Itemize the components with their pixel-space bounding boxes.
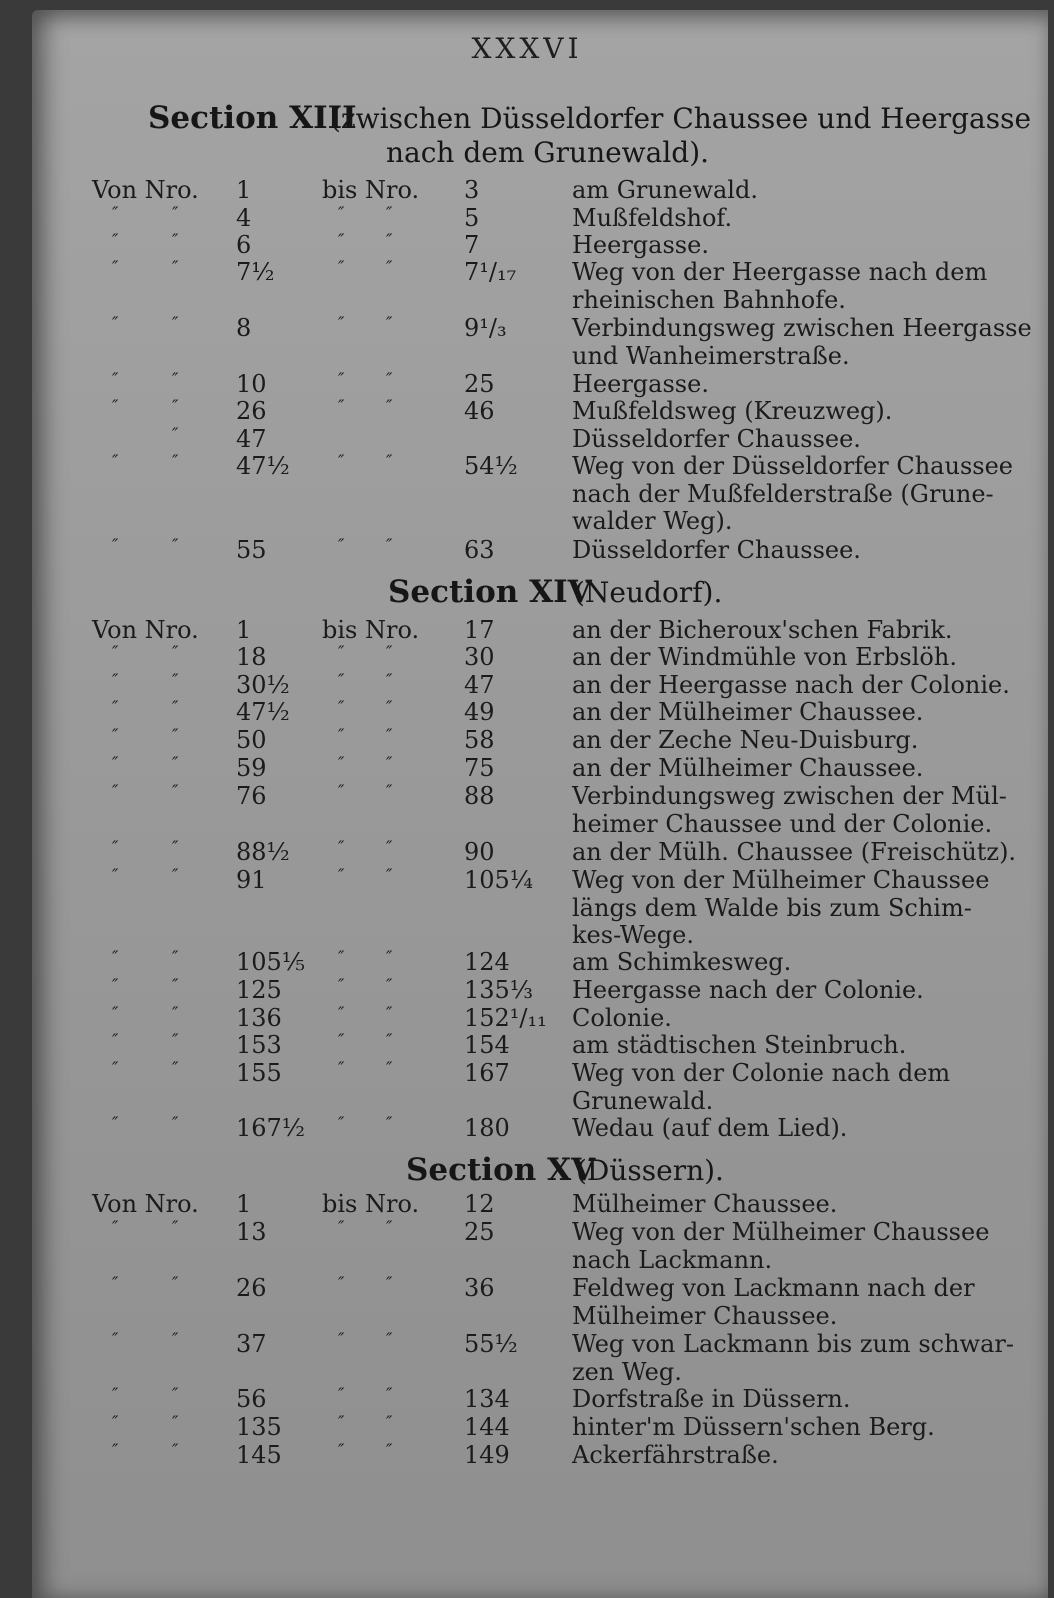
ditto-mark: ″ [386, 1413, 393, 1433]
ditto-mark: ″ [172, 1031, 179, 1051]
ditto-mark: ″ [338, 1441, 345, 1461]
number-to: 30 [464, 643, 495, 671]
street-description-cont: rheinischen Bahnhofe. [572, 285, 846, 314]
street-description: an der Mülheimer Chaussee. [572, 754, 924, 782]
ditto-mark: ″ [172, 1330, 179, 1350]
ditto-mark: ″ [112, 1004, 119, 1024]
ditto-mark: ″ [338, 204, 345, 224]
number-to: 12 [464, 1190, 495, 1218]
number-to: 49 [464, 698, 495, 726]
register-row [0, 536, 1054, 564]
ditto-mark: ″ [338, 258, 345, 278]
row-mid: bis Nro. [322, 1190, 420, 1218]
number-to: 5 [464, 204, 480, 232]
number-to: 90 [464, 838, 495, 866]
street-description: Dorfstraße in Düssern. [572, 1385, 851, 1413]
register-row [0, 782, 1054, 810]
ditto-mark: ″ [112, 866, 119, 886]
ditto-mark: ″ [338, 536, 345, 556]
ditto-mark: ″ [338, 231, 345, 251]
ditto-mark: ″ [172, 452, 179, 472]
number-to: 167 [464, 1059, 510, 1087]
ditto-mark: ″ [112, 643, 119, 663]
number-from: 88½ [236, 838, 290, 866]
ditto-mark: ″ [112, 231, 119, 251]
number-from: 26 [236, 1274, 267, 1302]
ditto-mark: ″ [338, 1114, 345, 1134]
ditto-mark: ″ [112, 258, 119, 278]
ditto-mark: ″ [386, 1385, 393, 1405]
street-description-cont: heimer Chaussee und der Colonie. [572, 809, 993, 838]
ditto-mark: ″ [386, 671, 393, 691]
ditto-mark: ″ [112, 1441, 119, 1461]
street-description: Weg von der Mülheimer Chaussee [572, 866, 990, 894]
number-from: 30½ [236, 671, 290, 699]
ditto-mark: ″ [172, 1413, 179, 1433]
street-description: Mußfeldshof. [572, 204, 733, 232]
register-row [0, 698, 1054, 726]
ditto-mark: ″ [112, 838, 119, 858]
street-description: an der Windmühle von Erbslöh. [572, 643, 957, 671]
register-row [0, 1441, 1054, 1469]
street-description: Düsseldorfer Chaussee. [572, 536, 861, 564]
ditto-mark: ″ [172, 782, 179, 802]
ditto-mark: ″ [386, 754, 393, 774]
ditto-mark: ″ [172, 1385, 179, 1405]
ditto-mark: ″ [386, 536, 393, 556]
ditto-mark: ″ [338, 754, 345, 774]
register-row [0, 231, 1054, 259]
register-row [0, 948, 1054, 976]
ditto-mark: ″ [172, 976, 179, 996]
street-description-cont: zen Weg. [572, 1357, 682, 1386]
ditto-mark: ″ [338, 838, 345, 858]
number-from: 1 [236, 176, 252, 204]
number-from: 13 [236, 1218, 267, 1246]
ditto-mark: ″ [386, 838, 393, 858]
number-to: 17 [464, 616, 495, 644]
section-subtitle: (Neudorf). [574, 576, 723, 609]
row-lead: Von Nro. [92, 176, 199, 204]
page-number: XXXVI [471, 32, 583, 65]
register-row [0, 425, 1054, 453]
ditto-mark: ″ [386, 698, 393, 718]
ditto-mark: ″ [112, 1059, 119, 1079]
street-description-cont: nach Lackmann. [572, 1245, 773, 1274]
ditto-mark: ″ [338, 1330, 345, 1350]
section-subtitle: (Düssern). [576, 1154, 724, 1187]
register-row [0, 1274, 1054, 1302]
street-description: Weg von der Colonie nach dem [572, 1059, 951, 1087]
street-description: an der Heergasse nach der Colonie. [572, 671, 1010, 699]
register-row [0, 452, 1054, 480]
ditto-mark: ″ [386, 1004, 393, 1024]
ditto-mark: ″ [112, 370, 119, 390]
number-to: 144 [464, 1413, 510, 1441]
ditto-mark: ″ [338, 1413, 345, 1433]
ditto-mark: ″ [172, 866, 179, 886]
number-from: 50 [236, 726, 267, 754]
register-row [0, 258, 1054, 286]
ditto-mark: ″ [112, 976, 119, 996]
section-subtitle-line2: nach dem Grunewald). [386, 136, 710, 169]
number-to: 134 [464, 1385, 510, 1413]
street-description: an der Zeche Neu-Duisburg. [572, 726, 919, 754]
street-description: Weg von der Heergasse nach dem [572, 258, 988, 286]
number-to: 9¹/₃ [464, 314, 507, 342]
ditto-mark: ″ [172, 698, 179, 718]
street-description-cont: Mülheimer Chaussee. [572, 1301, 838, 1330]
number-from: 55 [236, 536, 267, 564]
register-row [0, 1385, 1054, 1413]
number-to: 75 [464, 754, 495, 782]
ditto-mark: ″ [338, 370, 345, 390]
ditto-mark: ″ [172, 671, 179, 691]
register-row [0, 671, 1054, 699]
street-description-cont: längs dem Walde bis zum Schim- [572, 893, 972, 922]
section-title: Section XIII [148, 100, 357, 136]
ditto-mark: ″ [112, 1330, 119, 1350]
street-description-cont: und Wanheimerstraße. [572, 341, 850, 370]
ditto-mark: ″ [172, 838, 179, 858]
ditto-mark: ″ [338, 1031, 345, 1051]
section-title: Section XIV [388, 574, 592, 610]
ditto-mark: ″ [172, 1114, 179, 1134]
ditto-mark: ″ [386, 976, 393, 996]
section-title: Section XV [406, 1152, 596, 1188]
ditto-mark: ″ [338, 314, 345, 334]
ditto-mark: ″ [386, 397, 393, 417]
number-to: 47 [464, 671, 495, 699]
register-row [0, 314, 1054, 342]
street-description-cont: walder Weg). [572, 507, 733, 535]
ditto-mark: ″ [386, 1218, 393, 1238]
number-to: 124 [464, 948, 510, 976]
ditto-mark: ″ [338, 1004, 345, 1024]
street-description: Heergasse. [572, 231, 709, 259]
street-description: Verbindungsweg zwischen Heergasse [572, 314, 1032, 342]
register-row [0, 204, 1054, 232]
number-to: 55½ [464, 1330, 518, 1358]
ditto-mark: ″ [172, 754, 179, 774]
ditto-mark: ″ [112, 452, 119, 472]
ditto-mark: ″ [338, 782, 345, 802]
ditto-mark: ″ [172, 1441, 179, 1461]
ditto-mark: ″ [112, 1274, 119, 1294]
number-from: 7½ [236, 258, 275, 286]
number-to: 46 [464, 397, 495, 425]
number-to: 36 [464, 1274, 495, 1302]
number-from: 145 [236, 1441, 282, 1469]
ditto-mark: ″ [338, 726, 345, 746]
ditto-mark: ″ [338, 698, 345, 718]
ditto-mark: ″ [338, 866, 345, 886]
number-to: 154 [464, 1031, 510, 1059]
number-to: 88 [464, 782, 495, 810]
ditto-mark: ″ [112, 1218, 119, 1238]
ditto-mark: ″ [172, 726, 179, 746]
street-description: hinter'm Düssern'schen Berg. [572, 1413, 935, 1441]
ditto-mark: ″ [386, 726, 393, 746]
register-row [0, 1218, 1054, 1246]
ditto-mark: ″ [172, 258, 179, 278]
number-to: 135⅓ [464, 976, 534, 1004]
ditto-mark: ″ [172, 397, 179, 417]
street-description: Weg von der Düsseldorfer Chaussee [572, 452, 1013, 480]
ditto-mark: ″ [172, 1004, 179, 1024]
register-row [0, 1330, 1054, 1358]
ditto-mark: ″ [386, 1114, 393, 1134]
ditto-mark: ″ [386, 1441, 393, 1461]
ditto-mark: ″ [172, 1218, 179, 1238]
number-from: 18 [236, 643, 267, 671]
ditto-mark: ″ [386, 1031, 393, 1051]
street-description: Ackerfährstraße. [572, 1441, 779, 1469]
number-from: 47½ [236, 698, 290, 726]
street-description: Düsseldorfer Chaussee. [572, 425, 861, 453]
number-to: 25 [464, 370, 495, 398]
ditto-mark: ″ [338, 1059, 345, 1079]
ditto-mark: ″ [386, 782, 393, 802]
ditto-mark: ″ [112, 1114, 119, 1134]
register-row [0, 643, 1054, 671]
ditto-mark: ″ [172, 314, 179, 334]
street-description: am Schimkesweg. [572, 948, 792, 976]
register-row [0, 1114, 1054, 1142]
number-to: 54½ [464, 452, 518, 480]
section-subtitle: (zwischen Düsseldorfer Chaussee und Heergasse [330, 102, 1032, 135]
ditto-mark: ″ [112, 948, 119, 968]
ditto-mark: ″ [338, 643, 345, 663]
ditto-mark: ″ [112, 671, 119, 691]
street-description: Heergasse. [572, 370, 709, 398]
ditto-mark: ″ [386, 866, 393, 886]
number-to: 7¹/₁₇ [464, 258, 517, 286]
number-from: 47½ [236, 452, 290, 480]
ditto-mark: ″ [172, 204, 179, 224]
row-lead: Von Nro. [92, 1190, 199, 1218]
ditto-mark: ″ [172, 370, 179, 390]
ditto-mark: ″ [386, 231, 393, 251]
street-description: am städtischen Steinbruch. [572, 1031, 907, 1059]
ditto-mark: ″ [172, 425, 179, 445]
ditto-mark: ″ [112, 782, 119, 802]
register-row [0, 726, 1054, 754]
ditto-mark: ″ [112, 397, 119, 417]
register-row [0, 1004, 1054, 1032]
register-row [0, 397, 1054, 425]
ditto-mark: ″ [386, 948, 393, 968]
register-row [0, 1059, 1054, 1087]
ditto-mark: ″ [338, 976, 345, 996]
ditto-mark: ″ [112, 1413, 119, 1433]
ditto-mark: ″ [338, 1218, 345, 1238]
street-description-cont: Grunewald. [572, 1086, 714, 1115]
number-from: 125 [236, 976, 282, 1004]
street-description: Feldweg von Lackmann nach der [572, 1274, 975, 1302]
number-from: 91 [236, 866, 267, 894]
ditto-mark: ″ [338, 948, 345, 968]
number-to: 7 [464, 231, 480, 259]
ditto-mark: ″ [386, 370, 393, 390]
ditto-mark: ″ [338, 452, 345, 472]
number-to: 105¼ [464, 866, 534, 894]
row-mid: bis Nro. [322, 616, 420, 644]
register-row [0, 1190, 1054, 1218]
number-to: 63 [464, 536, 495, 564]
ditto-mark: ″ [386, 643, 393, 663]
street-description: Colonie. [572, 1004, 672, 1032]
street-description: an der Mülh. Chaussee (Freischütz). [572, 838, 1017, 866]
register-row [0, 1031, 1054, 1059]
register-row [0, 370, 1054, 398]
register-row [0, 754, 1054, 782]
ditto-mark: ″ [112, 698, 119, 718]
ditto-mark: ″ [172, 948, 179, 968]
ditto-mark: ″ [386, 258, 393, 278]
ditto-mark: ″ [172, 536, 179, 556]
ditto-mark: ″ [386, 1330, 393, 1350]
ditto-mark: ″ [112, 1385, 119, 1405]
ditto-mark: ″ [338, 1385, 345, 1405]
ditto-mark: ″ [338, 397, 345, 417]
number-from: 167½ [236, 1114, 306, 1142]
register-row [0, 976, 1054, 1004]
ditto-mark: ″ [112, 204, 119, 224]
register-row [0, 176, 1054, 204]
number-from: 59 [236, 754, 267, 782]
number-from: 136 [236, 1004, 282, 1032]
ditto-mark: ″ [112, 314, 119, 334]
street-description: Weg von der Mülheimer Chaussee [572, 1218, 990, 1246]
number-from: 4 [236, 204, 252, 232]
ditto-mark: ″ [172, 1274, 179, 1294]
street-description: Wedau (auf dem Lied). [572, 1114, 848, 1142]
number-to: 149 [464, 1441, 510, 1469]
street-description-cont: kes-Wege. [572, 921, 694, 949]
number-from: 105⅕ [236, 948, 306, 976]
street-description: Heergasse nach der Colonie. [572, 976, 924, 1004]
ditto-mark: ″ [386, 204, 393, 224]
ditto-mark: ″ [338, 1274, 345, 1294]
row-mid: bis Nro. [322, 176, 420, 204]
number-from: 26 [236, 397, 267, 425]
street-description: Weg von Lackmann bis zum schwar- [572, 1330, 1014, 1358]
register-row [0, 838, 1054, 866]
number-from: 1 [236, 616, 252, 644]
number-to: 180 [464, 1114, 510, 1142]
number-from: 10 [236, 370, 267, 398]
number-from: 56 [236, 1385, 267, 1413]
number-to: 152¹/₁₁ [464, 1004, 547, 1032]
ditto-mark: ″ [172, 1059, 179, 1079]
street-description-cont: nach der Mußfelderstraße (Grune- [572, 479, 994, 508]
street-description: an der Mülheimer Chaussee. [572, 698, 924, 726]
register-row [0, 616, 1054, 644]
ditto-mark: ″ [338, 671, 345, 691]
number-to: 3 [464, 176, 480, 204]
ditto-mark: ″ [386, 1059, 393, 1079]
number-from: 8 [236, 314, 252, 342]
street-description: Mußfeldsweg (Kreuzweg). [572, 397, 893, 425]
ditto-mark: ″ [386, 452, 393, 472]
ditto-mark: ″ [386, 1274, 393, 1294]
number-from: 6 [236, 231, 252, 259]
number-to: 58 [464, 726, 495, 754]
street-description: Mülheimer Chaussee. [572, 1190, 838, 1218]
number-from: 155 [236, 1059, 282, 1087]
number-from: 76 [236, 782, 267, 810]
ditto-mark: ″ [172, 643, 179, 663]
number-to: 25 [464, 1218, 495, 1246]
number-from: 135 [236, 1413, 282, 1441]
number-from: 1 [236, 1190, 252, 1218]
ditto-mark: ″ [172, 231, 179, 251]
ditto-mark: ″ [386, 314, 393, 334]
register-row [0, 866, 1054, 894]
ditto-mark: ″ [112, 726, 119, 746]
number-from: 47 [236, 425, 267, 453]
number-from: 153 [236, 1031, 282, 1059]
number-from: 37 [236, 1330, 267, 1358]
street-description: Verbindungsweg zwischen der Mül- [572, 782, 1007, 810]
ditto-mark: ″ [112, 1031, 119, 1051]
street-description: an der Bicheroux'schen Fabrik. [572, 616, 953, 644]
register-row [0, 1413, 1054, 1441]
row-lead: Von Nro. [92, 616, 199, 644]
ditto-mark: ″ [112, 536, 119, 556]
street-description: am Grunewald. [572, 176, 758, 204]
ditto-mark: ″ [112, 754, 119, 774]
